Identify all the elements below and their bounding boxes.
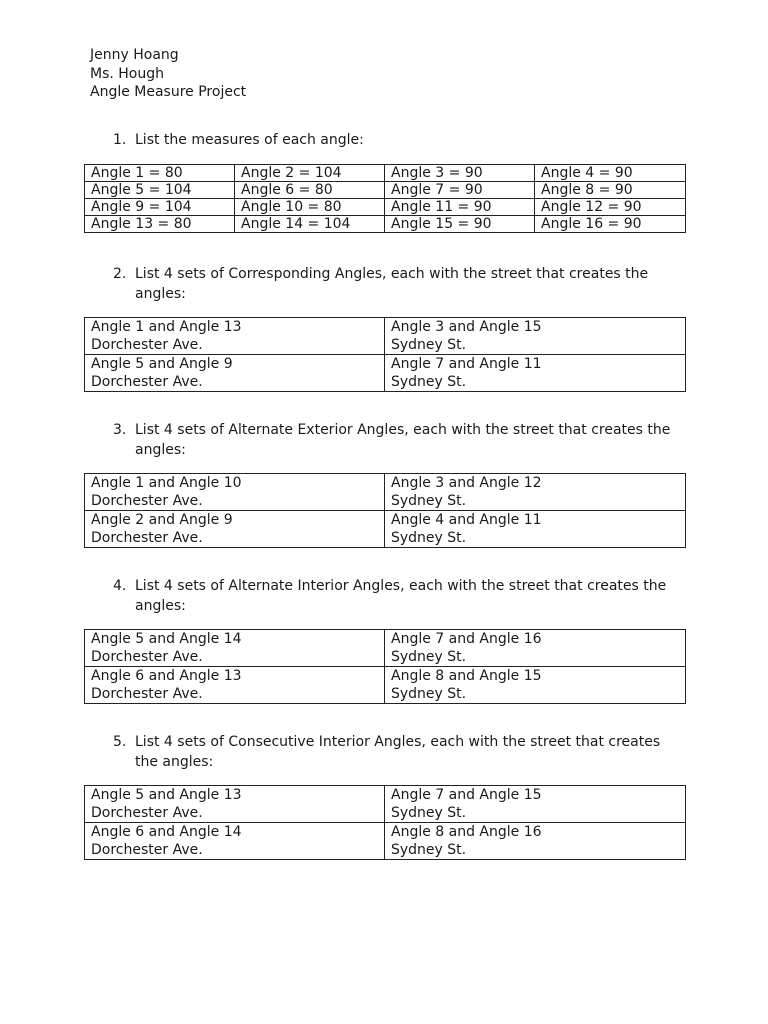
table-row [85,474,686,511]
angle-pair: Angle 7 and Angle 11 [391,356,542,372]
angle-pair: Angle 5 and Angle 14 [91,631,242,647]
table-cell: Angle 12 = 90 [535,199,686,216]
street-name: Dorchester Ave. [91,530,203,546]
table-row [85,318,686,355]
question-4 [113,577,673,616]
table-cell [85,823,385,860]
street-name: Dorchester Ave. [91,686,203,702]
table-cell: Angle 4 = 90 [535,165,686,182]
table-cell [385,823,686,860]
alternate-interior-angles-table [84,629,686,704]
table-cell [385,667,686,704]
street-name: Sydney St. [391,805,467,821]
table-row [85,216,686,233]
question-2 [113,265,673,304]
table-cell [85,511,385,548]
question-number: 3. [113,422,127,438]
table-row [85,667,686,704]
question-number: 5. [113,734,127,750]
table-cell [385,786,686,823]
question-5 [113,733,673,772]
angle-pair: Angle 8 and Angle 16 [391,824,542,840]
table-row [85,182,686,199]
table-cell: Angle 15 = 90 [385,216,535,233]
table-cell [85,355,385,392]
table-cell: Angle 9 = 104 [85,199,235,216]
consecutive-interior-angles-table [84,785,686,860]
street-name: Dorchester Ave. [91,374,203,390]
street-name: Dorchester Ave. [91,805,203,821]
table-row [85,511,686,548]
angle-pair: Angle 6 and Angle 13 [91,668,242,684]
angle-pair: Angle 1 and Angle 13 [91,319,242,335]
table-row [85,786,686,823]
question-text: List 4 sets of Corresponding Angles, each with the street that creates the angles: [135,266,649,302]
question-text: List 4 sets of Consecutive Interior Angles, each with the street that creates the angles: [135,734,661,770]
question-3 [113,421,673,460]
angle-pair: Angle 5 and Angle 13 [91,787,242,803]
table-cell: Angle 10 = 80 [235,199,385,216]
table-cell: Angle 13 = 80 [85,216,235,233]
table-cell [385,474,686,511]
document-header [90,46,246,102]
table-row [85,199,686,216]
angle-measures-table [84,164,686,233]
table-cell [85,630,385,667]
table-cell: Angle 14 = 104 [235,216,385,233]
table-cell: Angle 3 = 90 [385,165,535,182]
table-row [85,823,686,860]
street-name: Sydney St. [391,842,467,858]
table-row [85,630,686,667]
question-number: 2. [113,266,127,282]
table-cell [85,667,385,704]
angle-pair: Angle 7 and Angle 15 [391,787,542,803]
street-name: Sydney St. [391,337,467,353]
table-cell: Angle 11 = 90 [385,199,535,216]
teacher-name: Ms. Hough [90,65,164,82]
street-name: Sydney St. [391,374,467,390]
street-name: Sydney St. [391,649,467,665]
street-name: Dorchester Ave. [91,493,203,509]
project-title: Angle Measure Project [90,84,247,100]
angle-pair: Angle 3 and Angle 15 [391,319,542,335]
table-cell: Angle 1 = 80 [85,165,235,182]
street-name: Dorchester Ave. [91,649,203,665]
angle-pair: Angle 2 and Angle 9 [91,512,233,528]
angle-pair: Angle 5 and Angle 9 [91,356,233,372]
table-row [85,355,686,392]
street-name: Sydney St. [391,530,467,546]
table-cell [385,355,686,392]
question-text: List 4 sets of Alternate Exterior Angles, each with the street that creates the angles: [135,422,671,458]
table-cell: Angle 2 = 104 [235,165,385,182]
student-name: Jenny Hoang [90,47,179,63]
table-cell: Angle 16 = 90 [535,216,686,233]
question-number: 1. [113,132,127,148]
angle-pair: Angle 6 and Angle 14 [91,824,242,840]
corresponding-angles-table [84,317,686,392]
table-cell [385,511,686,548]
alternate-exterior-angles-table [84,473,686,548]
street-name: Dorchester Ave. [91,842,203,858]
question-number: 4. [113,578,127,594]
question-text: List the measures of each angle: [135,132,364,148]
question-1 [113,131,673,151]
table-cell [85,474,385,511]
table-row [85,165,686,182]
table-cell: Angle 5 = 104 [85,182,235,199]
angle-pair: Angle 7 and Angle 16 [391,631,542,647]
street-name: Dorchester Ave. [91,337,203,353]
table-cell: Angle 8 = 90 [535,182,686,199]
table-cell: Angle 7 = 90 [385,182,535,199]
question-text: List 4 sets of Alternate Interior Angles, each with the street that creates the angles: [135,578,667,614]
table-cell [385,318,686,355]
table-cell [85,786,385,823]
angle-pair: Angle 8 and Angle 15 [391,668,542,684]
angle-pair: Angle 3 and Angle 12 [391,475,542,491]
angle-pair: Angle 4 and Angle 11 [391,512,542,528]
table-cell: Angle 6 = 80 [235,182,385,199]
table-cell [85,318,385,355]
angle-pair: Angle 1 and Angle 10 [91,475,242,491]
table-cell [385,630,686,667]
street-name: Sydney St. [391,686,467,702]
street-name: Sydney St. [391,493,467,509]
